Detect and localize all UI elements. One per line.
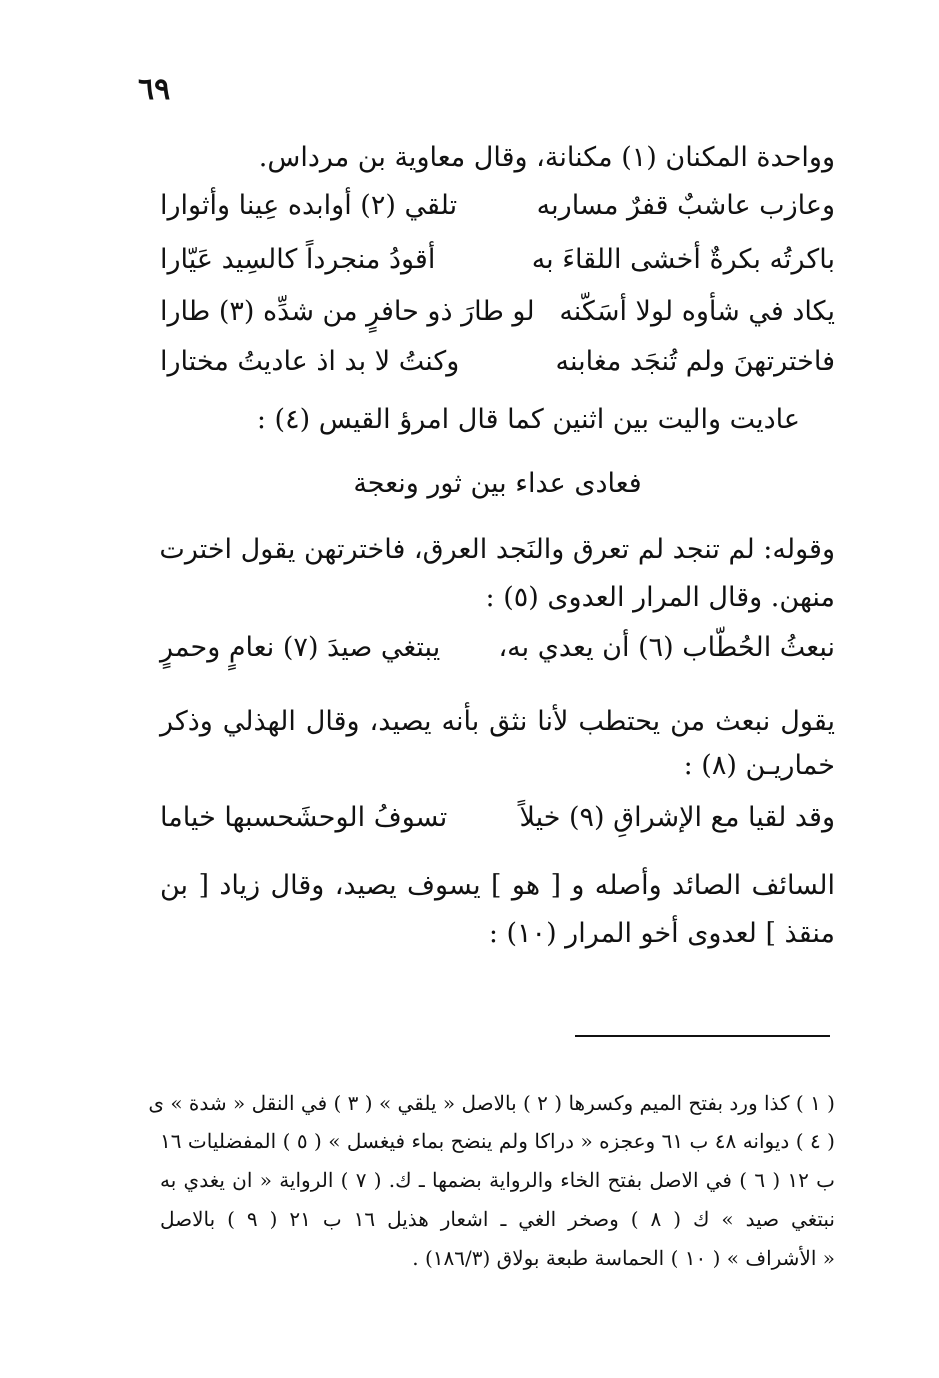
- footnote-line: ب ١٢ ( ٦ ) في الاصل بفتح الخاء والرواية بضمها ـ ك. ( ٧ ) الرواية « ان يغدي به: [160, 1168, 835, 1192]
- hemistich-second: أقودُ منجرداً كالسِيد عَيّارا: [160, 244, 436, 275]
- body-line: يقول نبعث من يحتطب لأنا نثق بأنه يصيد، وقال الهذلي وذكر: [160, 706, 835, 737]
- verse-line: [160, 342, 835, 382]
- footnote-line: « الأشراف » ( ١٠ ) الحماسة طبعة بولاق (١٨٦/٣) .: [412, 1246, 835, 1270]
- verse-line: [160, 292, 835, 332]
- footnote-line: نبتغي صيد » ك ( ٨ ) وصخر الغي ـ اشعار هذيل ١٦ ب ٢١ ( ٩ ) بالاصل: [160, 1207, 836, 1231]
- footnote-line: ( ١ ) كذا ورد بفتح الميم وكسرها ( ٢ ) بالاصل « يلقي » ( ٣ ) في النقل « شدة » ى: [148, 1091, 835, 1115]
- body-line: خماريـن (٨) :: [683, 750, 835, 781]
- body-line: السائف الصائد وأصله و [ هو ] يسوف يصيد، وقال زياد [ بن: [160, 870, 835, 901]
- hemistich-second: يبتغي صيدَ (٧) نعامٍ وحمرٍ: [160, 632, 441, 663]
- body-line: وواحدة المكنان (١) مكنانة، وقال معاوية بن مرداس.: [258, 142, 835, 173]
- verse-line: [160, 628, 835, 668]
- hemistich-first: نبعثُ الحُطّاب (٦) أن يعدي به،: [498, 632, 835, 663]
- hemistich-first: فاخترتهنَ ولم تُنجَد مغابنه: [555, 346, 835, 377]
- hemistich-second: تسوفُ الوحشَحسبها خياما: [160, 802, 448, 833]
- footnote-separator: [575, 1035, 830, 1037]
- hemistich-first: وعازب عاشبٌ قفرٌ مساربه: [536, 190, 835, 221]
- body-line: عاديت واليت بين اثنين كما قال امرؤ القيس (٤) :: [256, 404, 800, 435]
- hemistich-first: باكرتُه بكرةٌ أخشى اللقاءَ به: [531, 244, 835, 275]
- hemistich-first: يكاد في شأوه لولا أسَكّنه: [559, 296, 835, 327]
- verse-line: [160, 186, 835, 226]
- hemistich-first: وقد لقيا مع الإشراقِ (٩) خيلاً: [519, 802, 835, 833]
- footnote-line: ( ٤ ) ديوانه ٤٨ ب ٦١ وعجزه « دراكا ولم ينضح بماء فيغسل » ( ٥ ) المفضليات ١٦: [160, 1129, 835, 1153]
- verse-line: [160, 798, 835, 838]
- body-line: منقذ ] لعدوى أخو المرار (١٠) :: [488, 918, 835, 949]
- body-line: وقوله: لم تنجد لم تعرق والنَجد العرق، فاخترتهن يقول اخترت: [159, 534, 835, 565]
- page-number: ٦٩: [138, 72, 171, 107]
- hemistich-second: تلقي (٢) أوابده عِينا وأثوارا: [160, 190, 458, 221]
- body-line: منهن. وقال المرار العدوى (٥) :: [485, 582, 835, 613]
- verse-line: [160, 240, 835, 280]
- hemistich-second: لو طارَ ذو حافرٍ من شدِّه (٣) طارا: [160, 296, 535, 327]
- hemistich-second: وكنتُ لا بد اذ عاديتُ مختارا: [160, 346, 460, 377]
- quoted-verse: فعادى عداء بين ثور ونعجة: [353, 468, 642, 499]
